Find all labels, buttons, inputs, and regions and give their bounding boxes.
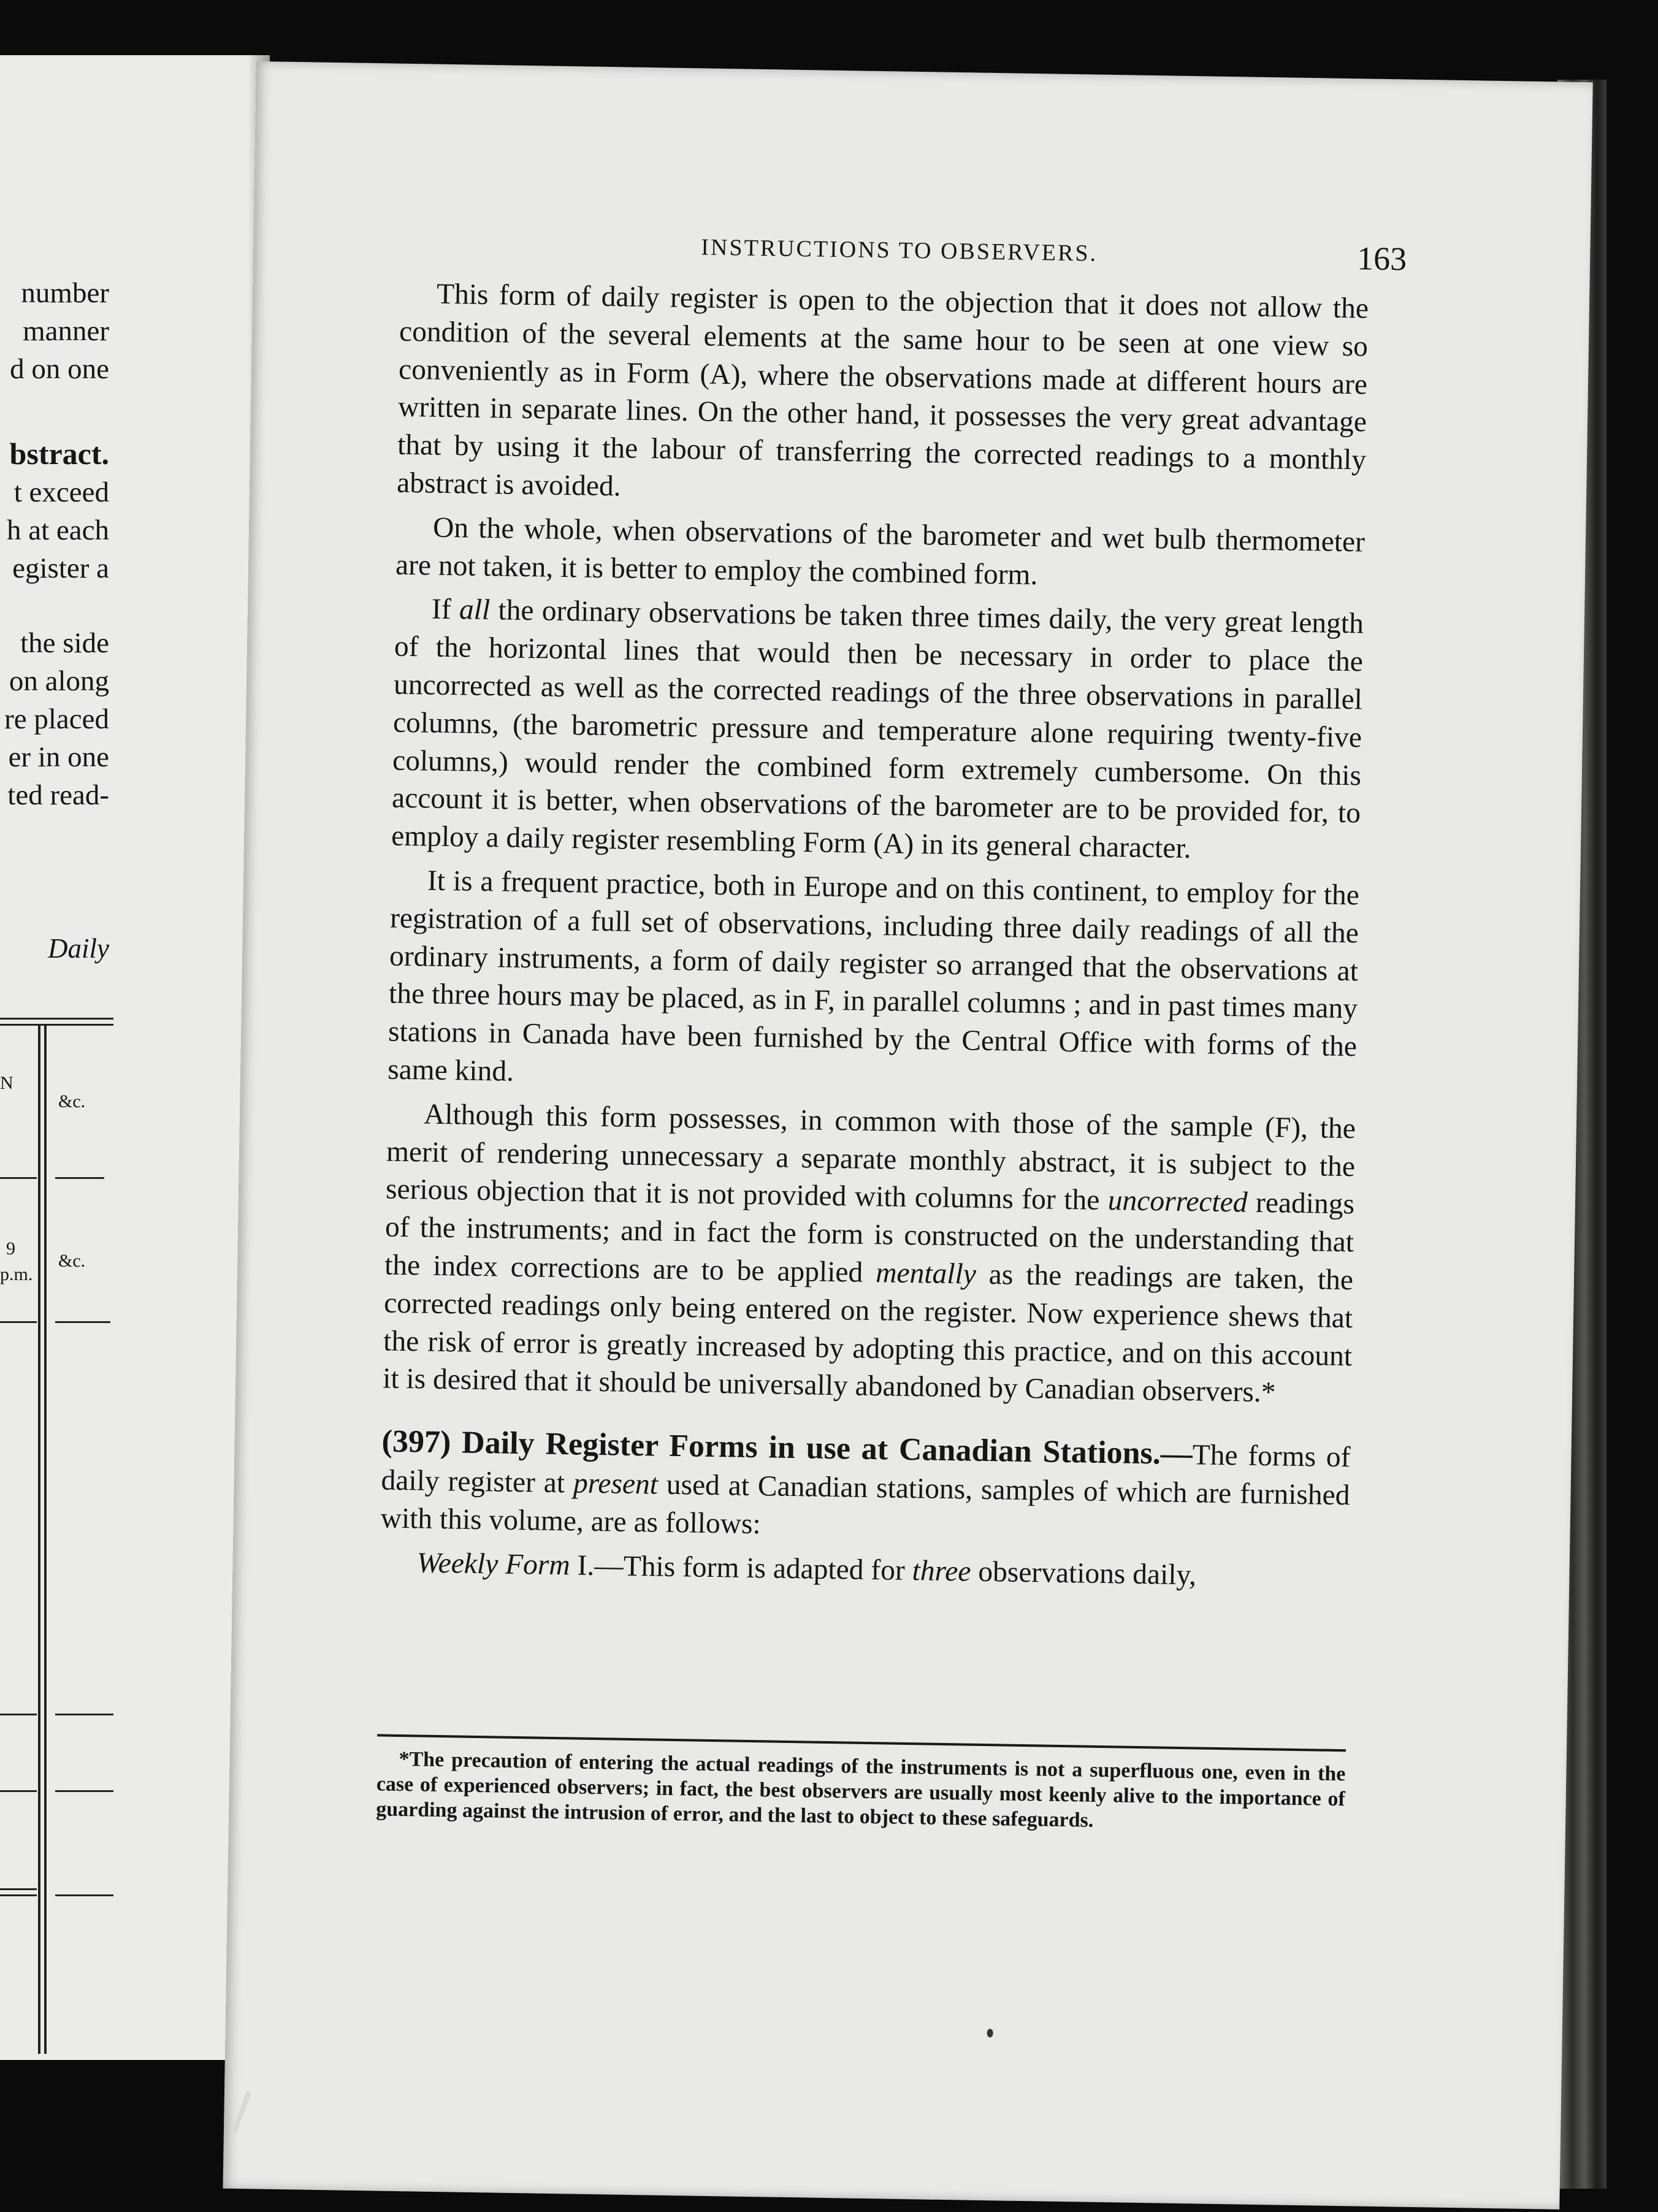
left-page-fragment: number	[21, 277, 109, 309]
paragraph-text: observations daily,	[971, 1555, 1197, 1591]
table-rule	[0, 1024, 113, 1026]
left-page-fragment: t exceed	[13, 476, 109, 508]
table-cell: p.m.	[0, 1264, 33, 1284]
table-rule	[0, 1018, 113, 1020]
left-page-fragment: d on one	[10, 353, 109, 385]
section-heading: (397) Daily Register Forms in use at Canadian Stations.—	[381, 1424, 1193, 1472]
table-rule	[55, 1177, 104, 1179]
emphasis: Weekly Form	[416, 1546, 571, 1581]
table-cell: N	[0, 1073, 13, 1093]
table-rule	[0, 1177, 37, 1179]
table-rule	[55, 1321, 110, 1323]
emphasis: mentally	[875, 1257, 977, 1291]
left-page-fragment: egister a	[12, 552, 109, 584]
paragraph-text: I.—This form is adapted for	[570, 1549, 913, 1587]
left-page-fragment: the side	[20, 627, 109, 659]
table-rule	[0, 1714, 37, 1715]
paragraph-text: the ordinary observations be taken three times daily, the very great length of the horizontal lines that would then be necessary in order to place the uncorrected as well as the corrected readings of the three observations in parallel columns, (the barometric pressure and temperature alone requiring twenty-five columns,) would render the combined form extremely cumbersome. On this account it is better, when observations of the barometer are to be provided for, to employ a daily register resembling Form (A) in its general character.	[391, 594, 1364, 865]
table-cell: 9	[6, 1238, 15, 1259]
emphasis: uncorrected	[1107, 1184, 1248, 1219]
table-rule	[0, 1790, 37, 1792]
paragraph	[391, 590, 1364, 871]
paragraph: It is a frequent practice, both in Europe and on this continent, to employ for the registration of a full set of observations, including three daily readings of all the ordinary instruments, a form of daily register so arranged that the observations at the three hours may be placed, as in F, in parallel columns ; and in past times many stations in Canada have been furnished by the Central Office with forms of the same kind.	[387, 864, 1360, 1088]
table-rule	[55, 1714, 113, 1715]
left-page-fragment: er in one	[8, 741, 109, 773]
paragraph-text: used at Canadian stations, samples of which are furnished with this volume, are as follows:	[380, 1468, 1350, 1540]
paragraph-text: as the readings are taken, the corrected readings only being entered on the register. Now experience shews that the risk of error is greatly increased by adopting this practice, and on this account it is desired that it should be universally abandoned by Canadian observers.*	[382, 1258, 1354, 1409]
left-page-fragment: on along	[9, 665, 109, 697]
section-paragraph	[380, 1423, 1351, 1553]
table-column-line	[38, 1024, 40, 2054]
left-page-fragment: re placed	[4, 703, 109, 735]
paragraph	[383, 1095, 1356, 1413]
table-rule	[55, 1790, 113, 1792]
page-number: 163	[1356, 240, 1407, 278]
footnote: *The precaution of entering the actual readings of the instruments is not a superfluous one, even in the case of experienced observers; in fact, the best observers are usually most keenly alive to the importance of guarding against the intrusion of error, and the last to object to these safeguards.	[375, 1747, 1346, 1832]
table-cell: &c.	[58, 1091, 86, 1112]
ink-speck	[987, 2029, 993, 2037]
table-cell: &c.	[58, 1251, 86, 1271]
emphasis: three	[912, 1554, 971, 1588]
table-rule	[55, 1894, 113, 1896]
body-text	[380, 275, 1369, 1603]
paragraph	[380, 1544, 1349, 1597]
left-page-fragment: h at each	[6, 514, 109, 546]
left-page-fragment: ted read-	[7, 779, 109, 811]
left-page-caption: Daily	[48, 933, 109, 964]
table-rule	[0, 1888, 37, 1890]
left-page-fragment: manner	[23, 315, 109, 347]
book-page	[223, 61, 1592, 2210]
paragraph: This form of daily register is open to the objection that it does not allow the condition of the several elements at the same hour to be seen at one view so conveniently as in Form (A), where the observations made at different hours are written in separate lines. On the other hand, it possesses the very great advantage that by using it the labour of transferring the corrected readings to a monthly abstract is avoided.	[396, 278, 1369, 503]
table-rule	[0, 1321, 37, 1323]
paragraph-text: Although this form possesses, in common with those of the sample (F), the merit of rendering unnecessary a separate monthly abstract, it is subject to the serious objection that it is not provided with columns for the	[385, 1098, 1356, 1217]
emphasis: present	[573, 1467, 659, 1501]
paragraph-text: The forms of daily register at	[381, 1439, 1351, 1500]
paragraph-text: readings of the instruments; and in fact the form is constructed on the understanding that the index corrections are to be applied	[384, 1186, 1355, 1289]
emphasis: all	[459, 593, 491, 627]
left-page-heading-fragment: bstract.	[9, 437, 109, 471]
table-rule	[0, 1894, 37, 1896]
paragraph: On the whole, when observations of the barometer and wet bulb thermometer are not taken, it is better to employ the combined form.	[395, 511, 1366, 591]
table-column-line	[44, 1024, 47, 2054]
paragraph-text: If	[431, 593, 460, 626]
running-head: INSTRUCTIONS TO OBSERVERS.	[700, 234, 1098, 267]
